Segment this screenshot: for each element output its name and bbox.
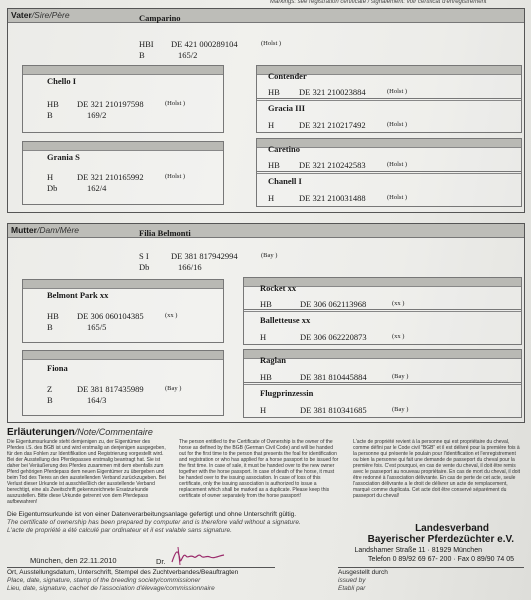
dam-dam-dam-name: Flugprinzessin [260, 388, 314, 398]
sire-sire-sire-breed: (Holst ) [387, 88, 408, 95]
dam-dam-breed: (Bay ) [165, 385, 182, 392]
sire-sire-sire-reg-no: DE 321 210023884 [299, 87, 366, 97]
sire-dam-book: Db [47, 183, 58, 193]
sire-dam-reg-prefix: H [47, 172, 54, 182]
issue-label-fr: Lieu, date, signature, cachet de l'association d'élevage/commissionnaire [7, 585, 215, 592]
dam-dam-name: Fiona [47, 363, 68, 373]
dam-name: Filia Belmonti [139, 228, 191, 238]
dam-reg-no: DE 381 817942994 [171, 251, 238, 261]
legend-sub: /Note/Commentaire [74, 427, 153, 437]
dam-book-no: 166/16 [178, 262, 202, 272]
sire-dam-dam-reg-no: DE 321 210031488 [299, 193, 366, 203]
sire-section [7, 8, 525, 213]
dam-section-header [8, 224, 524, 238]
sire-dam-sire-reg-prefix: HB [268, 160, 280, 170]
signature-image [168, 544, 228, 568]
sire-sire-sire-box [256, 65, 522, 101]
org-phone: Telefon 0 89/92 69 67- 200 · Fax 0 89/90 74 05 [368, 556, 514, 563]
place-date: München, den 22.11.2010 [30, 556, 117, 565]
dam-sire-dam-reg-no: DE 306 062220873 [300, 332, 367, 342]
sire-section-sublabel: /Sire/Père [31, 10, 70, 20]
issue-label-en: Place, date, signature, stamp of the breeding society/commissioner [7, 577, 201, 584]
sire-sire-dam-name: Gracia III [268, 103, 306, 113]
sire-book: B [139, 50, 145, 60]
dam-sire-reg-no: DE 306 060104385 [77, 311, 144, 321]
issued-by-fr: Etabli par [338, 585, 366, 592]
sire-sire-book: B [47, 110, 53, 120]
computer-note-de: Die Eigentumsurkunde ist von einer Datenverarbeitungsanlage gefertigt und ohne Unterschrift gültig. [7, 511, 297, 518]
sire-sire-box [22, 65, 224, 133]
sire-dam-sire-box [256, 138, 522, 174]
dam-sire-book: B [47, 322, 53, 332]
dam-sire-sire-reg-prefix: HB [260, 299, 272, 309]
sire-sire-sire-reg-prefix: HB [268, 87, 280, 97]
dam-sire-breed: (xx ) [165, 312, 178, 319]
issued-by-de: Ausgestellt durch [338, 569, 388, 576]
dam-section [7, 223, 525, 423]
dam-dam-book-no: 164/3 [87, 395, 107, 405]
sire-name: Camparino [139, 13, 181, 23]
sire-dam-sire-name: Caretino [268, 144, 300, 154]
legend-title: Erläuterungen/Note/Commentaire [7, 427, 153, 438]
sire-sire-dam-box [256, 98, 522, 133]
dam-sire-dam-breed: (xx ) [392, 333, 405, 340]
issued-by-en: issued by [338, 577, 366, 584]
dam-dam-sire-breed: (Bay ) [392, 373, 409, 380]
dam-sire-sire-name: Rocket xx [260, 283, 297, 293]
dam-sire-dam-reg-prefix: H [260, 332, 267, 342]
dam-dam-dam-breed: (Bay ) [392, 406, 409, 413]
dam-dam-sire-name: Raglan [260, 355, 286, 365]
legend-text-fr: L'acte de propriété revient à la personne qui est propriétaire du cheval, comme défini par le Code civil "BGB" et il est délivré pour la première fois à la personne qui présente le poulain pour l'identification et l'enregistrement ou bien la personne qui fait une demande de passeport du cheval pour la première fois. C'est pourquoi, en cas de vente du cheval, il doit être remis avec le passeport au nouveau propriétaire. En cas de mort du cheval, il doit être redonné à l'association délivrante. En cas de perte de cet acte, seule l'association délivrante a le droit de délivrer un acte de remplacement, marqué comme duplicata. Cet acte doit être conservé séparément du passeport du cheval! [353, 439, 521, 499]
sire-sire-dam-reg-prefix: H [268, 120, 275, 130]
sire-dam-book-no: 162/4 [87, 183, 107, 193]
sire-dam-sire-breed: (Holst ) [387, 161, 408, 168]
signature-prefix: Dr. [156, 557, 166, 566]
computer-note-en: The certificate of ownership has been prepared by computer and is therefore valid without a signature. [7, 519, 301, 526]
sire-dam-dam-name: Chanell I [268, 176, 302, 186]
dam-sire-book-no: 165/5 [87, 322, 107, 332]
dam-reg-prefix: S I [139, 251, 149, 261]
org-name-line2: Bayerischer Pferdezüchter e.V. [367, 534, 514, 545]
sire-dam-dam-box [256, 171, 522, 207]
org-name-line1: Landesverband [415, 523, 489, 534]
sire-reg-prefix: HBI [139, 39, 154, 49]
dam-dam-book: B [47, 395, 53, 405]
sire-sire-reg-prefix: HB [47, 99, 59, 109]
sire-section-header [8, 9, 524, 23]
dam-sire-name: Belmont Park xx [47, 290, 109, 300]
sire-sire-breed: (Holst ) [165, 100, 186, 107]
sire-reg-no: DE 421 000289104 [171, 39, 238, 49]
sire-sire-sire-name: Contender [268, 71, 307, 81]
dam-dam-reg-no: DE 381 817435989 [77, 384, 144, 394]
dam-section-label: Mutter [11, 225, 37, 235]
dam-sire-sire-breed: (xx ) [392, 300, 405, 307]
sire-sire-dam-breed: (Holst ) [387, 121, 408, 128]
dam-sire-dam-name: Balletteuse xx [260, 315, 311, 325]
dam-dam-dam-reg-prefix: H [260, 405, 267, 415]
dam-dam-sire-reg-no: DE 381 810445884 [300, 372, 367, 382]
legend-text-en: The person entitled to the Certificate of Ownership is the owner of the horse as defined by the BGB (German Civil Code) and will be handed out for the first time to the person that presents the foal for identification and registration or who has applied for a horse passport to be issued for the first time. In case of sale, it must be handed over to the new owner together with the horse passport. In case of death of the horse, it must be handed over to the issuing association. In case of loss of this certificate, only the issuing association is authorized to issue a replacement which shall be marked as a duplicate. Please keep this certificate of owner separately from the horse passport! [179, 439, 339, 499]
legend-text-de: Die Eigentumsurkunde steht demjenigen zu, der Eigentümer des Pferdes i.S. des BGB ist und wird erstmalig an denjenigen ausgegeben, für den das Fohlen zur Identifikation und Registrierung vorgestellt wird. Bei der Ausstellung des Pferdepasses erstmalig beantragt hat. Sie ist daher bei Veräußerung des Pferdes zusammen mit dem ebenfalls zum Pferd gehörigen Pferdepass dem neuen Eigentümer zu übergeben und beim Tod des Tieres an den ausstellenden Verband zurückzugeben. Bei Verlust dieser Urkunde ist ausschließlich der ausstellende Verband berechtigt, eine als Zweitschrift gekennzeichnete Ersatzurkunde auszustellen. Bitte diese Urkunde getrennt von dem Pferdepass aufbewahren! [7, 439, 166, 505]
dam-breed: (Bay ) [261, 252, 278, 259]
sire-sire-name: Chello I [47, 76, 77, 86]
org-address: Landshamer Straße 11 · 81929 München [354, 547, 482, 554]
sire-dam-dam-breed: (Holst ) [387, 194, 408, 201]
dam-dam-dam-reg-no: DE 381 810341685 [300, 405, 367, 415]
dam-dam-sire-reg-prefix: HB [260, 372, 272, 382]
computer-note-fr: L'acte de propriété a été calculé par ordinateur et il est valable sans signature. [7, 527, 232, 534]
dam-dam-sire-box [243, 349, 522, 385]
sire-dam-reg-no: DE 321 210165992 [77, 172, 144, 182]
sire-book-no: 165/2 [178, 50, 198, 60]
dam-dam-reg-prefix: Z [47, 384, 53, 394]
dam-sire-sire-box [243, 277, 522, 312]
dam-sire-sire-reg-no: DE 306 062113968 [300, 299, 367, 309]
dam-sire-box [22, 279, 224, 343]
sire-sire-dam-reg-no: DE 321 210217492 [299, 120, 366, 130]
sire-sire-book-no: 169/2 [87, 110, 107, 120]
dam-dam-dam-box [243, 382, 522, 418]
sire-dam-name: Grania S [47, 152, 80, 162]
top-note: Markings: see registration certificate / signalement: voir certificat d'enregistrement [270, 0, 487, 5]
sire-breed: (Holst ) [261, 40, 282, 47]
sire-section-label: Vater [11, 10, 32, 20]
sire-dam-breed: (Holst ) [165, 173, 186, 180]
dam-sire-reg-prefix: HB [47, 311, 59, 321]
sire-dam-box [22, 141, 224, 205]
sire-dam-sire-reg-no: DE 321 210242583 [299, 160, 366, 170]
dam-sire-dam-box [243, 309, 522, 345]
dam-section-sublabel: /Dam/Mère [36, 225, 80, 235]
dam-dam-box [22, 350, 224, 416]
issue-label-de: Ort, Ausstellungsdatum, Unterschrift, Stempel des Zuchtverbandes/Beauftragten [7, 569, 239, 576]
sire-sire-reg-no: DE 321 210197598 [77, 99, 144, 109]
dam-book: Db [139, 262, 150, 272]
sire-dam-dam-reg-prefix: H [268, 193, 275, 203]
